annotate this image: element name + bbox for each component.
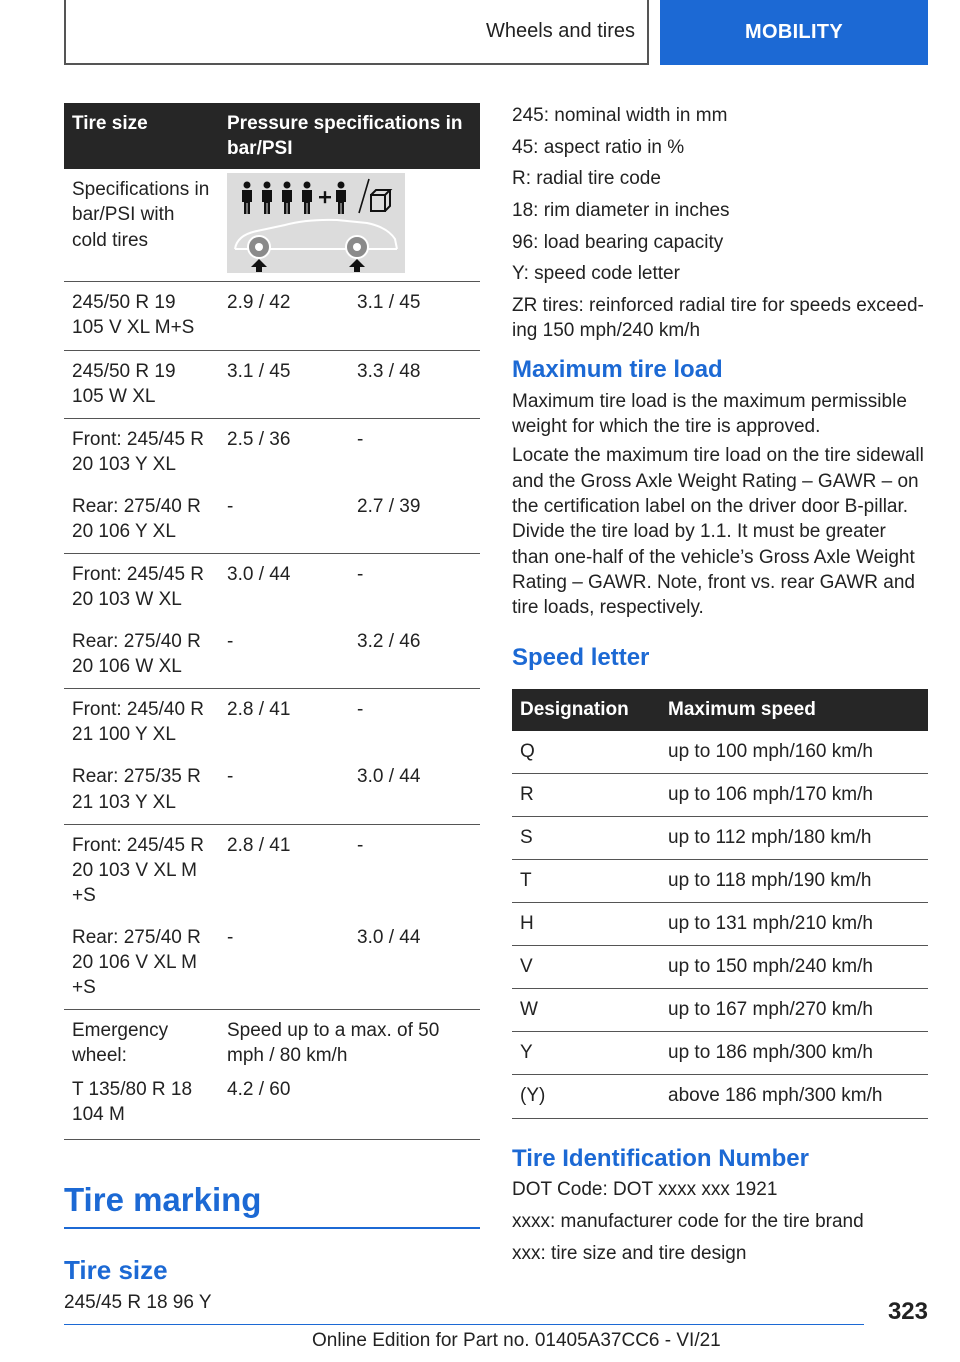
tire-size-header: Tire size: [64, 103, 219, 169]
table-row: Front: 245/45 R 20 103 Y XL 2.5 / 36 -: [72, 428, 364, 475]
table-row: Y up to 186 mph/300 km/h: [512, 1032, 928, 1075]
left-column: [64, 103, 480, 1316]
table-row: V up to 150 mph/240 km/h: [512, 946, 928, 989]
max-load-paragraph-1: Maximum tire load is the maximum permissible weight for which the tire is approved.: [512, 390, 907, 438]
pressure-table: [64, 103, 480, 1140]
max-load-paragraph-2: Locate the maximum tire load on the tire sidewall and the Gross Axle Weight Rating – GAWR – on the certification label on the driver door B-pillar. Divide the tire load by 1.1. It must be greater than one-half of the vehicle’s Gross Axle Weight Rating – GAWR. Note, front vs. rear GAWR and tire loads, respectively.: [512, 445, 924, 619]
emergency-label: Emergency wheel:: [72, 1020, 169, 1067]
max-load-title: Maximum tire load: [512, 356, 723, 384]
table-row: Front: 245/40 R 21 100 Y XL 2.8 / 41 -: [72, 699, 364, 746]
emergency-speed: Speed up to a max. of 50 mph / 80 km/h: [227, 1020, 440, 1067]
table-row: Rear: 275/35 R 21 103 Y XL - 3.0 / 44: [64, 756, 480, 824]
speed-table: [512, 689, 928, 1118]
tin-title: Tire Identification Number: [512, 1144, 809, 1172]
table-row: W up to 167 mph/270 km/h: [512, 989, 928, 1032]
tire-size-example: 245/45 R 18 96 Y: [64, 1291, 212, 1313]
list-item: ZR tires: reinforced radial tire for speeds exceed-ing 150 mph/240 km/h: [512, 294, 924, 342]
list-item: 96: load bearing capacity: [512, 231, 724, 253]
speed-letter-title: Speed letter: [512, 644, 650, 672]
section-title: Wheels and tires: [486, 20, 635, 42]
chapter-title: MOBILITY: [745, 21, 843, 43]
spec-label: Specifications in bar/PSI with cold tires: [64, 169, 219, 282]
emergency-size: T 135/80 R 18 104 M: [64, 1077, 219, 1140]
table-row: H up to 131 mph/210 km/h: [512, 903, 928, 946]
section-tab: [64, 0, 649, 65]
table-row: Rear: 275/40 R 20 106 V XL M +S - 3.0 / 44: [64, 917, 480, 1010]
table-row: Front: 245/45 R 20 103 W XL 3.0 / 44 -: [72, 564, 364, 611]
table-row: Rear: 275/40 R 20 106 Y XL - 2.7 / 39: [64, 486, 480, 554]
list-item: xxxx: manufacturer code for the tire brand: [512, 1210, 864, 1232]
tire-size-title: Tire size: [64, 1254, 168, 1285]
vehicle-load-icon: [227, 173, 405, 273]
list-item: 45: aspect ratio in %: [512, 136, 685, 158]
max-speed-header: Maximum speed: [660, 689, 928, 731]
list-item: R: radial tire code: [512, 168, 661, 190]
table-row: T up to 118 mph/190 km/h: [512, 860, 928, 903]
page-header: [64, 0, 928, 65]
load-icon-cell: [219, 169, 480, 282]
table-row: S up to 112 mph/180 km/h: [512, 816, 928, 859]
table-row: Rear: 275/40 R 20 106 W XL - 3.2 / 46: [64, 621, 480, 689]
list-item: Y: speed code letter: [512, 263, 680, 285]
designation-header: Designation: [512, 689, 660, 731]
table-row: 245/50 R 19 105 W XL 3.1 / 45 3.3 / 48: [64, 350, 480, 418]
tin-list: [512, 1177, 928, 1266]
footer-rule: [64, 1324, 864, 1325]
table-row: Front: 245/45 R 20 103 V XL M +S 2.8 / 41 -: [72, 834, 364, 906]
table-row: 245/50 R 19 105 V XL M+S 2.9 / 42 3.1 / 45: [64, 282, 480, 350]
list-item: 245: nominal width in mm: [512, 105, 728, 126]
pressure-header: Pressure specifications in bar/PSI: [219, 103, 480, 169]
table-row: R up to 106 mph/170 km/h: [512, 773, 928, 816]
tire-marking-title: Tire marking: [64, 1182, 480, 1228]
table-row: Q up to 100 mph/160 km/h: [512, 731, 928, 774]
table-row: [64, 1077, 480, 1140]
page-number: 323: [887, 1298, 928, 1325]
list-item: 18: rim diameter in inches: [512, 199, 730, 221]
table-row: [64, 1010, 480, 1078]
table-row: (Y) above 186 mph/300 km/h: [512, 1075, 928, 1118]
tire-code-list: [512, 103, 928, 344]
list-item: xxx: tire size and tire design: [512, 1242, 747, 1264]
chapter-tab: [660, 0, 928, 65]
edition-text: Online Edition for Part no. 01405A37CC6 - VI/21: [312, 1330, 721, 1351]
emergency-pressure: 4.2 / 60: [219, 1077, 480, 1140]
list-item: DOT Code: DOT xxxx xxx 1921: [512, 1179, 778, 1201]
right-column: [512, 103, 928, 1272]
